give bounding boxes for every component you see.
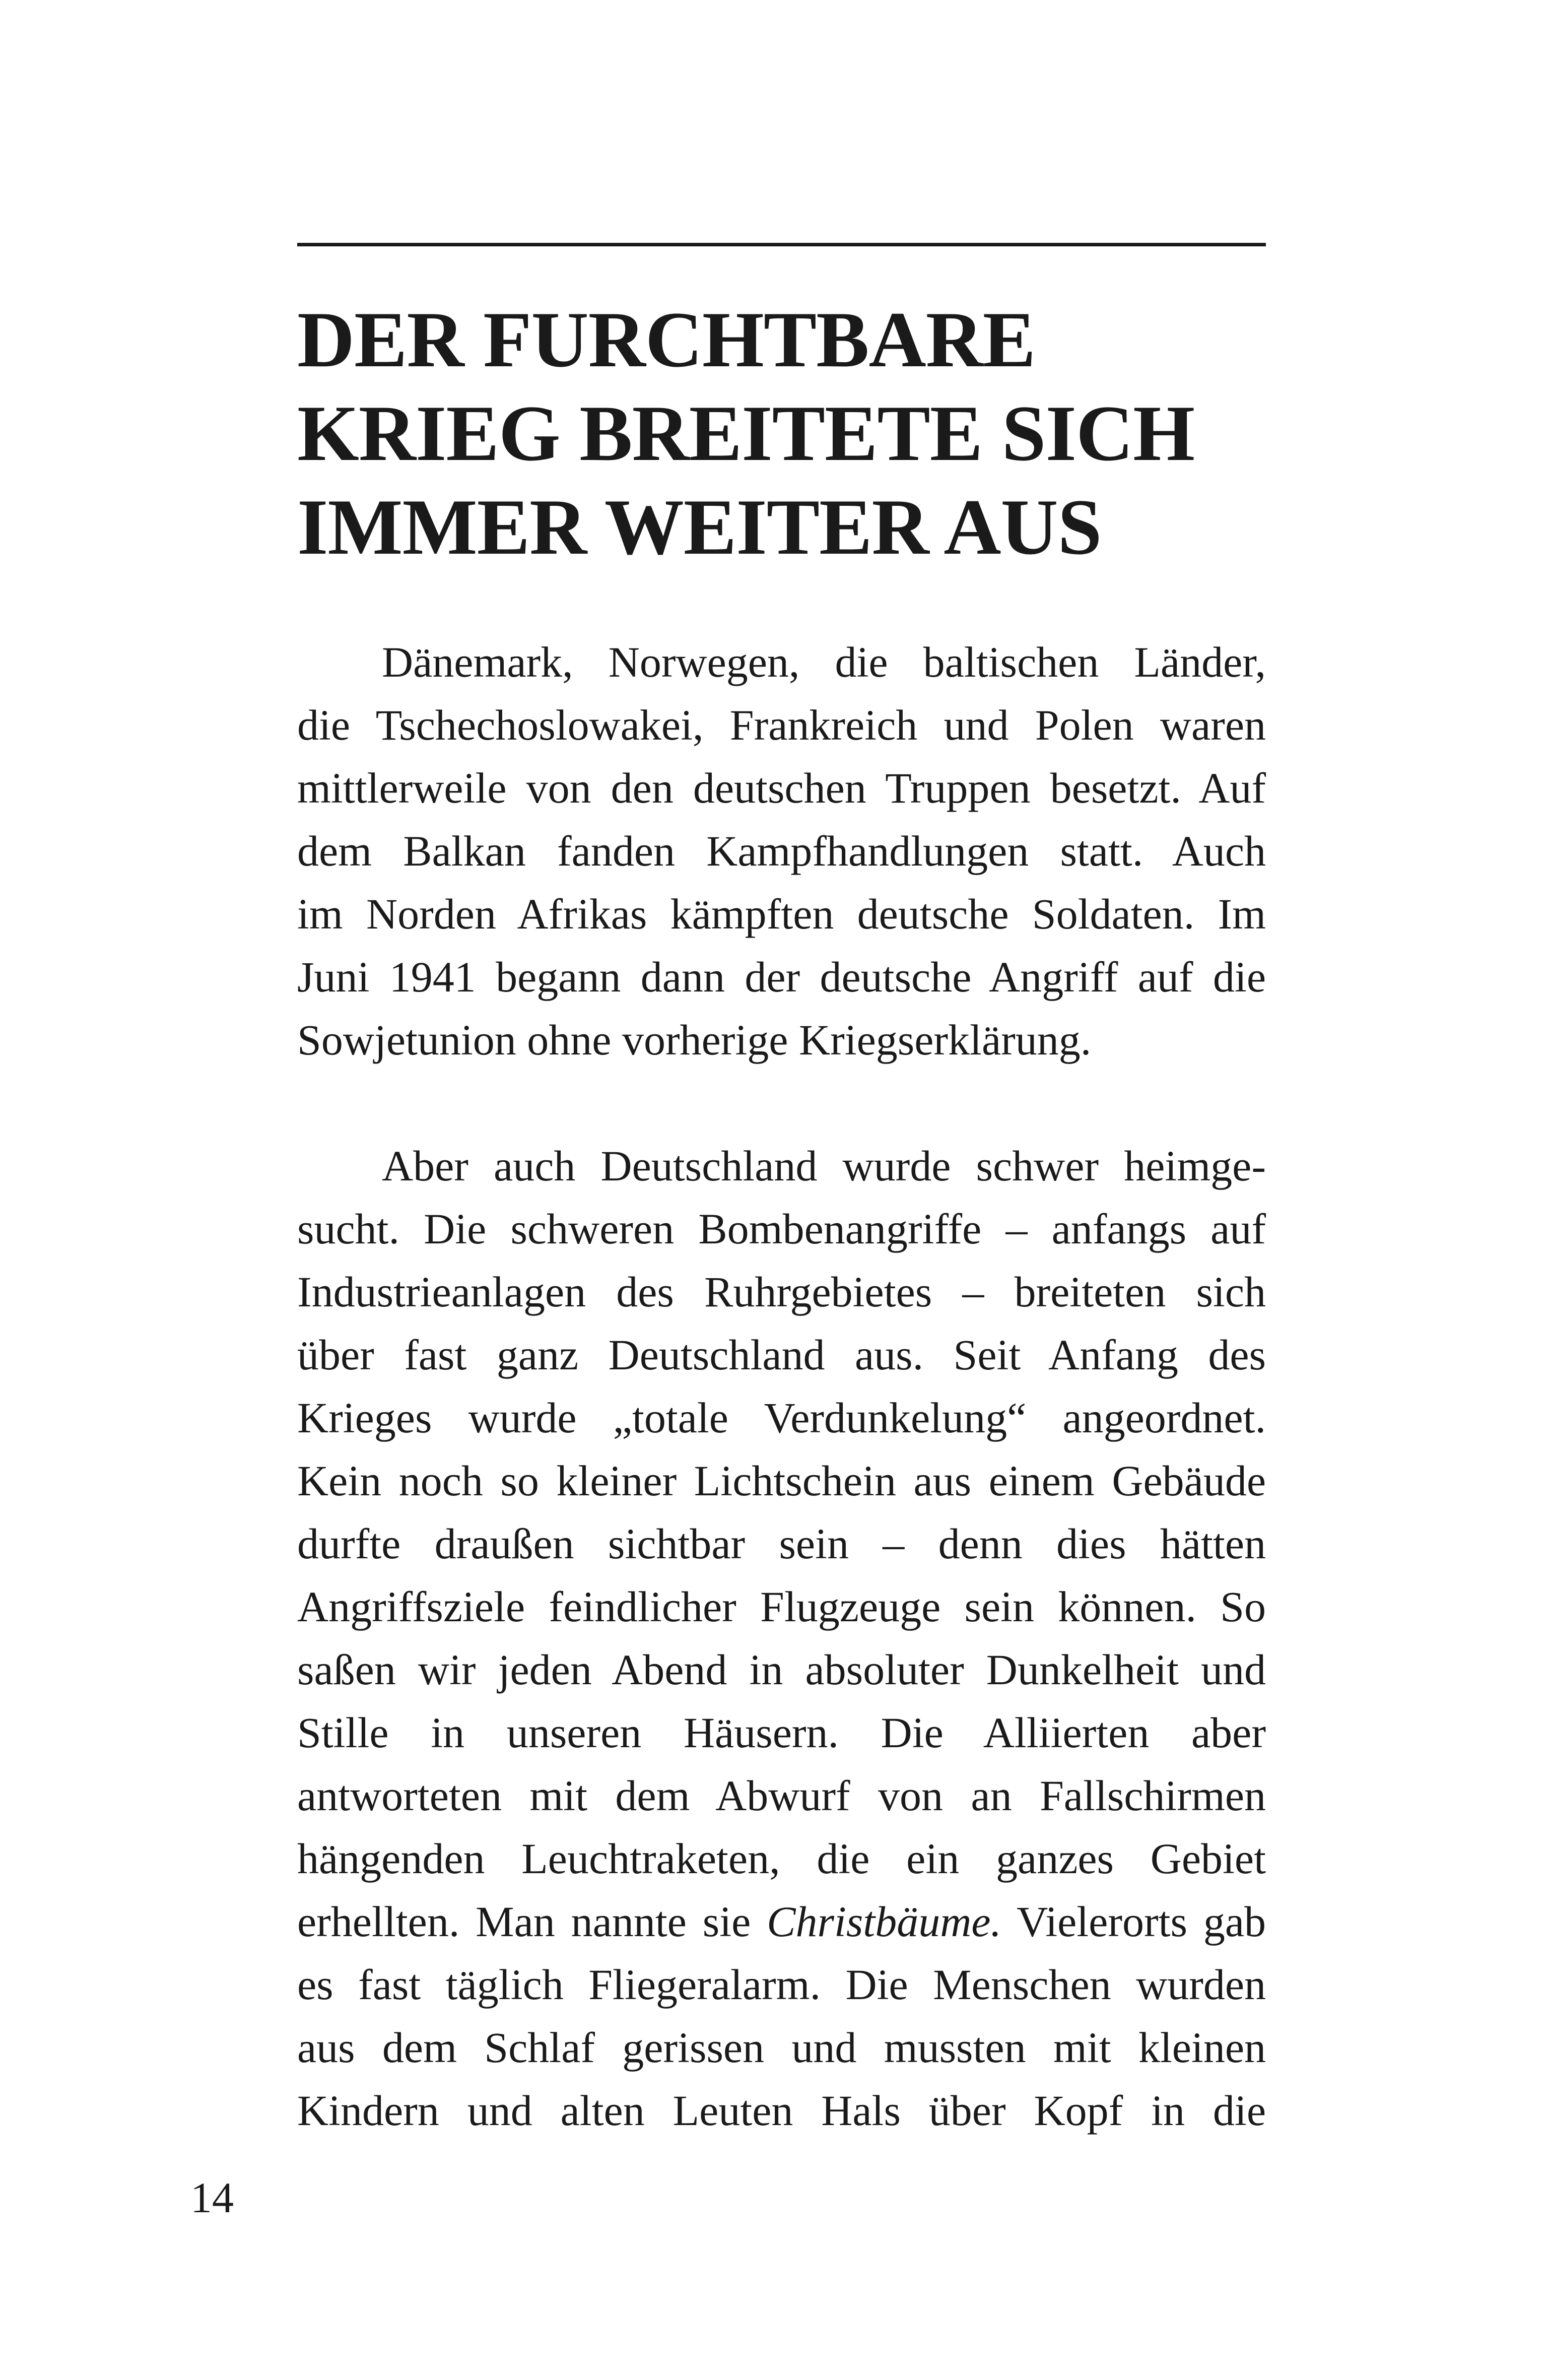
text-line: Stille in unseren Häusern. Die Alliierten aber	[297, 1708, 1266, 1757]
text-line: Aber auch Deutschland wurde schwer heimge-	[382, 1142, 1266, 1190]
text-line: durfte draußen sichtbar sein – denn dies hätten	[297, 1519, 1266, 1568]
text-line: im Norden Afrikas kämpften deutsche Soldaten. Im	[297, 890, 1266, 938]
heading-line: KRIEG BREITETE SICH	[297, 389, 1195, 478]
text-line: Dänemark, Norwegen, die baltischen Länder,	[382, 638, 1266, 686]
text-line: antworteten mit dem Abwurf von an Fallschirmen	[297, 1771, 1266, 1820]
heading-line: DER FURCHTBARE	[297, 296, 1036, 384]
emphasis-christbaeume: Christbäume.	[767, 1897, 1001, 1946]
chapter-heading	[297, 293, 1285, 574]
text-line: über fast ganz Deutschland aus. Seit Anfang des	[297, 1331, 1266, 1379]
text-line: Angriffsziele feindlicher Flugzeuge sein können. So	[297, 1582, 1266, 1631]
text-line: saßen wir jeden Abend in absoluter Dunkelheit und	[297, 1645, 1266, 1694]
text-line: Sowjetunion ohne vorherige Kriegserklärung.	[297, 1016, 1092, 1064]
heading-line: IMMER WEITER AUS	[297, 483, 1102, 571]
text-segment: Vielerorts gab	[1001, 1897, 1266, 1946]
paragraph-1	[297, 631, 1266, 1072]
text-line: aus dem Schlaf gerissen und mussten mit kleinen	[297, 2023, 1266, 2072]
heading-rule	[297, 243, 1266, 246]
text-line: Krieges wurde „totale Verdunkelung“ angeordnet.	[297, 1394, 1266, 1442]
page-number: 14	[190, 2173, 234, 2222]
text-line: die Tschechoslowakei, Frankreich und Polen waren	[297, 701, 1266, 749]
text-line: Kein noch so kleiner Lichtschein aus einem Gebäude	[297, 1457, 1266, 1505]
text-line: dem Balkan fanden Kampfhandlungen statt. Auch	[297, 827, 1266, 875]
text-line: Kindern und alten Leuten Hals über Kopf in die	[297, 2086, 1266, 2135]
text-segment: erhellten. Man nannte sie	[297, 1897, 767, 1946]
text-line: Juni 1941 begann dann der deutsche Angriff auf die	[297, 953, 1266, 1001]
text-line: sucht. Die schweren Bombenangriffe – anfangs auf	[297, 1205, 1266, 1253]
text-line: hängenden Leuchtraketen, die ein ganzes Gebiet	[297, 1834, 1266, 1883]
paragraph-2	[297, 1135, 1266, 2142]
text-line: Industrieanlagen des Ruhrgebietes – breiteten sich	[297, 1268, 1266, 1316]
text-line: mittlerweile von den deutschen Truppen besetzt. Auf	[297, 764, 1266, 812]
text-line: es fast täglich Fliegeralarm. Die Menschen wurden	[297, 1960, 1266, 2009]
text-line-with-emphasis	[297, 1890, 1266, 1953]
